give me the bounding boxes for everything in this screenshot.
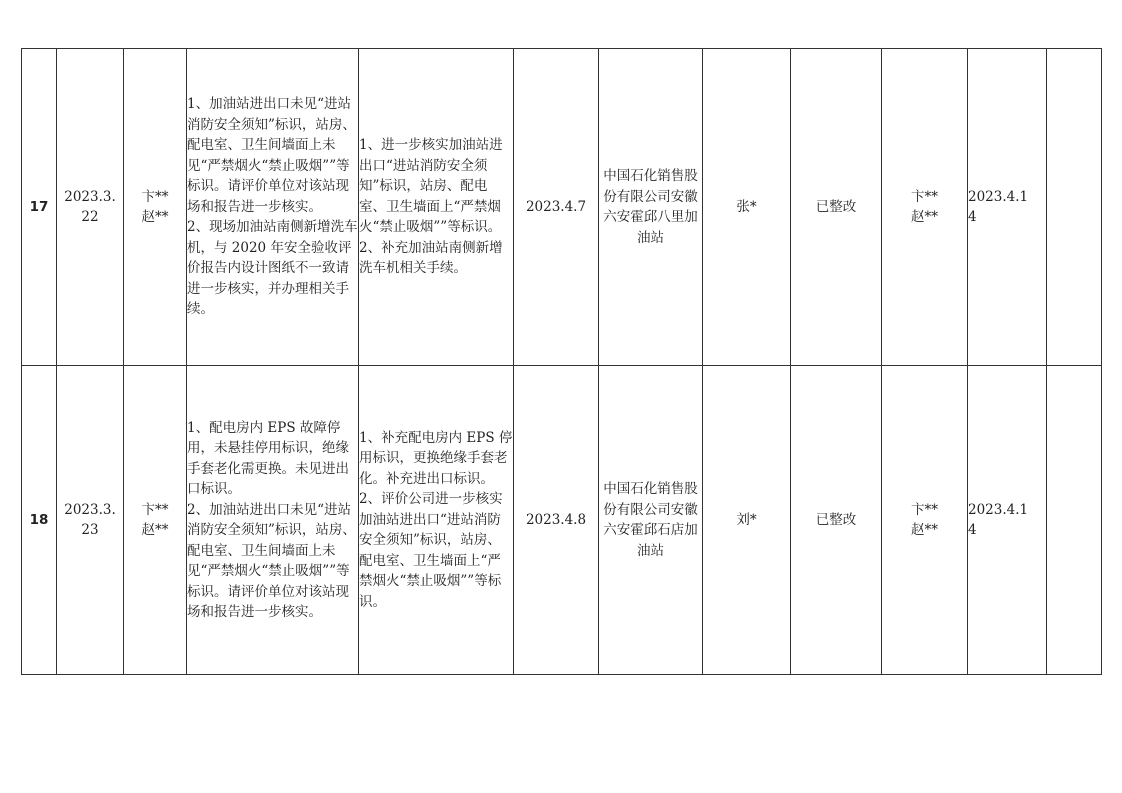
row-number: 17 xyxy=(22,49,57,366)
measure-item: 2、补充加油站南侧新增洗车机相关手续。 xyxy=(359,239,503,277)
table-row xyxy=(22,49,1102,366)
deadline-date: 2023.4.8 xyxy=(514,366,599,675)
company-name: 中国石化销售股份有限公司安徽六安霍邱石店加油站 xyxy=(599,366,703,675)
row-number: 18 xyxy=(22,366,57,675)
issue-item: 2、加油站进出口未见“进站消防安全须知”标识，站房、配电室、卫生间墙面上未见“严禁烟火“禁止吸烟””等标识。请评价单位对该站现场和报告进一步核实。 xyxy=(187,501,356,620)
empty-cell xyxy=(1047,49,1102,366)
responsible-person: 刘* xyxy=(703,366,791,675)
status-text: 已整改 xyxy=(791,366,882,675)
inspection-date: 2023.3. 23 xyxy=(57,366,124,675)
issue-item: 2、现场加油站南侧新增洗车机，与 2020 年安全验收评价报告内设计图纸不一致请进一步核实，并办理相关手续。 xyxy=(187,219,358,318)
responsible-person: 张* xyxy=(703,49,791,366)
measure-item: 1、补充配电房内 EPS 停用标识，更换绝缘手套老化。补充进出口标识。 xyxy=(359,429,513,487)
inspector-names: 卞** 赵** xyxy=(124,366,187,675)
company-name: 中国石化销售股份有限公司安徽六安霍邱八里加油站 xyxy=(599,49,703,366)
empty-cell xyxy=(1047,366,1102,675)
reviewer-names: 卞** 赵** xyxy=(882,366,968,675)
deadline-date: 2023.4.7 xyxy=(514,49,599,366)
measure-item: 1、进一步核实加油站进出口“进站消防安全须知”标识，站房、配电室、卫生墙面上“严禁烟火“禁止吸烟””等标识。 xyxy=(359,137,503,236)
reviewer-names: 卞** 赵** xyxy=(882,49,968,366)
review-date: 2023.4.1 4 xyxy=(968,366,1047,675)
review-date: 2023.4.1 4 xyxy=(968,49,1047,366)
inspector-names: 卞** 赵** xyxy=(124,49,187,366)
rectification-table xyxy=(21,48,1102,675)
measures-cell xyxy=(359,49,514,366)
measures-cell xyxy=(359,366,514,675)
issue-item: 1、加油站进出口未见“进站消防安全须知”标识，站房、配电室、卫生间墙面上未见“严禁烟火“禁止吸烟””等标识。请评价单位对该站现场和报告进一步核实。 xyxy=(187,96,356,215)
measure-item: 2、评价公司进一步核实加油站进出口“进站消防安全须知”标识，站房、配电室、卫生墙面上“严禁烟火“禁止吸烟””等标识。 xyxy=(359,491,503,610)
table-row xyxy=(22,366,1102,675)
issues-cell xyxy=(187,366,359,675)
inspection-date: 2023.3. 22 xyxy=(57,49,124,366)
issues-cell xyxy=(187,49,359,366)
issue-item: 1、配电房内 EPS 故障停用，未悬挂停用标识，绝缘手套老化需更换。未见进出口标识。 xyxy=(187,419,349,497)
status-text: 已整改 xyxy=(791,49,882,366)
